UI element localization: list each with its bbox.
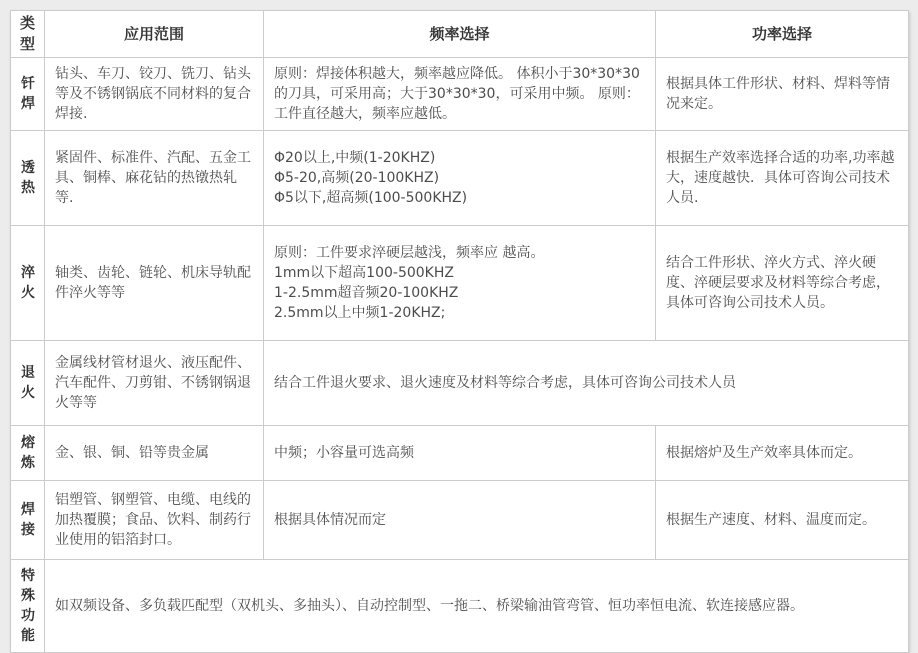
table-row-special-functions — [11, 560, 909, 653]
frequency-cell — [264, 226, 656, 341]
frequency-line: 2.5mm以上中频1-20KHZ; — [274, 305, 446, 321]
heating-selection-table — [10, 10, 909, 653]
table-row-melting — [11, 426, 909, 481]
power-cell: 结合工件形状、淬火方式、淬火硬度、淬硬层要求及材料等综合考虑，具体可咨询公司技术人员。 — [656, 226, 909, 341]
header-cell-power: 功率选择 — [656, 11, 909, 58]
frequency-line: 1mm以下超高100-500KHZ — [274, 265, 454, 281]
power-cell: 根据具体工件形状、材料、焊料等情况来定。 — [656, 58, 909, 131]
frequency-line: 原则：工件要求淬硬层越浅，频率应 越高。 — [274, 245, 545, 261]
application-cell: 轴类、齿轮、链轮、机床导轨配件淬火等等 — [45, 226, 264, 341]
frequency-line: Φ5以下,超高频(100-500KHZ) — [274, 190, 468, 206]
table-row-annealing — [11, 341, 909, 426]
application-cell: 钻头、车刀、铰刀、铣刀、钻头等及不锈钢锅底不同材料的复合焊接. — [45, 58, 264, 131]
selection-table-container — [10, 10, 908, 653]
frequency-line: Φ5-20,高频(20-100KHZ) — [274, 170, 440, 186]
type-cell: 熔炼 — [11, 426, 45, 481]
type-cell: 特殊功能 — [11, 560, 45, 653]
frequency-cell: 中频；小容量可选高频 — [264, 426, 656, 481]
power-cell: 根据生产效率选择合适的功率,功率越大，速度越快．具体可咨询公司技术人员. — [656, 131, 909, 226]
table-row-quenching — [11, 226, 909, 341]
type-cell: 钎焊 — [11, 58, 45, 131]
header-cell-application: 应用范围 — [45, 11, 264, 58]
frequency-line: 1-2.5mm超音频20-100KHZ — [274, 285, 459, 301]
application-cell: 金、银、铜、铅等贵金属 — [45, 426, 264, 481]
power-cell: 根据熔炉及生产效率具体而定。 — [656, 426, 909, 481]
frequency-power-merged-cell: 结合工件退火要求、退火速度及材料等综合考虑，具体可咨询公司技术人员 — [264, 341, 909, 426]
type-cell: 淬火 — [11, 226, 45, 341]
frequency-cell — [264, 131, 656, 226]
type-cell: 退火 — [11, 341, 45, 426]
header-cell-type: 类型 — [11, 11, 45, 58]
type-cell: 透热 — [11, 131, 45, 226]
header-row — [11, 11, 909, 58]
table-row-welding — [11, 481, 909, 560]
frequency-cell: 根据具体情况而定 — [264, 481, 656, 560]
header-cell-frequency: 频率选择 — [264, 11, 656, 58]
application-cell: 铝塑管、钢塑管、电缆、电线的加热覆膜；食品、饮料、制药行业使用的铝箔封口。 — [45, 481, 264, 560]
frequency-line: Φ20以上,中频(1-20KHZ) — [274, 150, 436, 166]
special-functions-merged-cell: 如双频设备、多负载匹配型（双机头、多抽头）、自动控制型、一拖二、桥梁输油管弯管、恒功率恒电流、软连接感应器。 — [45, 560, 909, 653]
table-row-brazing — [11, 58, 909, 131]
application-cell: 金属线材管材退火、液压配件、汽车配件、刀剪钳、不锈钢锅退火等等 — [45, 341, 264, 426]
type-cell: 焊接 — [11, 481, 45, 560]
power-cell: 根据生产速度、材料、温度而定。 — [656, 481, 909, 560]
application-cell: 紧固件、标准件、汽配、五金工具、铜棒、麻花钻的热镦热轧等. — [45, 131, 264, 226]
table-row-through-heating — [11, 131, 909, 226]
frequency-cell: 原则：焊接体积越大，频率越应降低。 体积小于30*30*30的刀具，可采用高；大于30*30*30，可采用中频。 原则：工件直径越大，频率应越低。 — [264, 58, 656, 131]
